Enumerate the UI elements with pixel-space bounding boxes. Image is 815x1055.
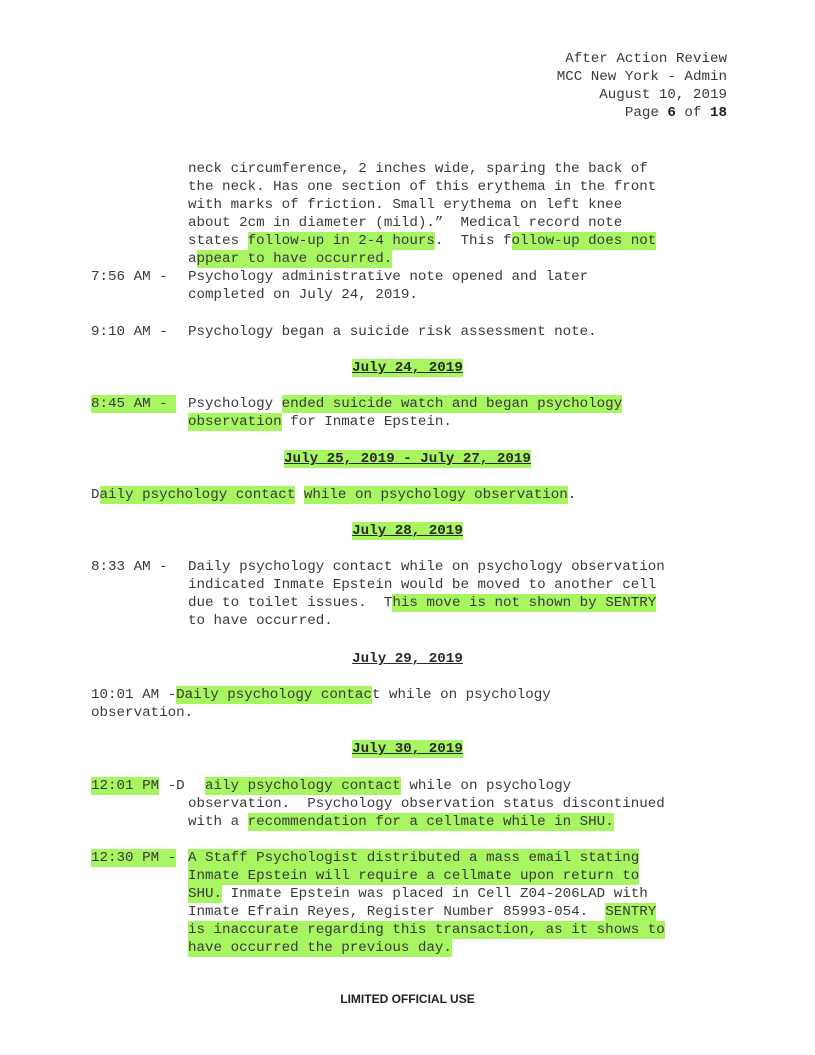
highlight: follow-up in 2-4 hours xyxy=(247,233,435,249)
entry-time: 12:30 PM - xyxy=(91,850,177,866)
entry-time: 12:01 PM -D xyxy=(91,778,185,794)
text-line: about 2cm in diameter (mild).” Medical record note xyxy=(188,215,623,231)
date-heading: July 29, 2019 xyxy=(352,651,463,667)
entry-time: 9:10 AM - xyxy=(91,324,177,340)
entry-text: Daily psychology contact while on psychology observation. xyxy=(91,487,577,503)
header-title: After Action Review xyxy=(565,51,727,67)
page-total: 18 xyxy=(709,105,727,121)
entry-text: 10:01 AM -Daily psychology contact while on psychology observation. xyxy=(91,687,551,721)
text-line: neck circumference, 2 inches wide, sparing the back of xyxy=(188,161,648,177)
text-line: with marks of friction. Small erythema on left knee xyxy=(188,197,623,213)
highlight: ppear to have occurred. xyxy=(196,251,393,267)
continued-paragraph xyxy=(188,142,656,286)
header-date: August 10, 2019 xyxy=(599,87,727,103)
entry-text: observation. Psychology observation status discontinued with a recommendation for a cellmate while in SHU. xyxy=(188,796,665,830)
header-page xyxy=(557,104,727,122)
date-heading: July 30, 2019 xyxy=(352,741,463,757)
highlight: ollow-up does not xyxy=(511,233,657,249)
entry-text: aily psychology contact while on psychology xyxy=(205,778,572,794)
text-line: the neck. Has one section of this erythema in the front xyxy=(188,179,657,195)
footer-classification: LIMITED OFFICIAL USE xyxy=(340,992,475,1006)
date-heading: July 28, 2019 xyxy=(352,523,463,539)
text-line: appear to have occurred. xyxy=(188,251,393,267)
entry-time: 8:33 AM - xyxy=(91,559,177,575)
page-prefix: Page xyxy=(624,105,668,121)
entry-text: Daily psychology contact while on psychology observation indicated Inmate Epstein would be moved to another cell due to toilet issues. This move is not shown by SENTRY to have occurred. xyxy=(188,559,665,629)
page-of: of xyxy=(675,105,710,121)
entry-text: Psychology ended suicide watch and began psychology observation for Inmate Epstein. xyxy=(188,396,623,430)
header-org: MCC New York - Admin xyxy=(556,69,727,85)
entry-text: A Staff Psychologist distributed a mass email stating Inmate Epstein will require a cellmate upon return to SHU. Inmate Epstein was placed in Cell Z04-206LAD with Inmate Efrain Reyes, Register Number 85993-054. SENTRY is inaccurate regarding this transaction, as it shows to have occurred the previous day. xyxy=(188,850,665,956)
entry-text: Psychology administrative note opened and later completed on July 24, 2019. xyxy=(188,269,589,303)
entry-text: Psychology began a suicide risk assessment note. xyxy=(188,324,597,340)
page-number: 6 xyxy=(667,105,676,121)
text-line: states follow-up in 2-4 hours. This follow-up does not xyxy=(188,233,657,249)
date-heading: July 25, 2019 - July 27, 2019 xyxy=(284,451,531,467)
date-heading: July 24, 2019 xyxy=(352,360,463,376)
entry-time: 7:56 AM - xyxy=(91,269,177,285)
entry-time: 8:45 AM - xyxy=(91,396,177,412)
document-header xyxy=(557,50,727,122)
